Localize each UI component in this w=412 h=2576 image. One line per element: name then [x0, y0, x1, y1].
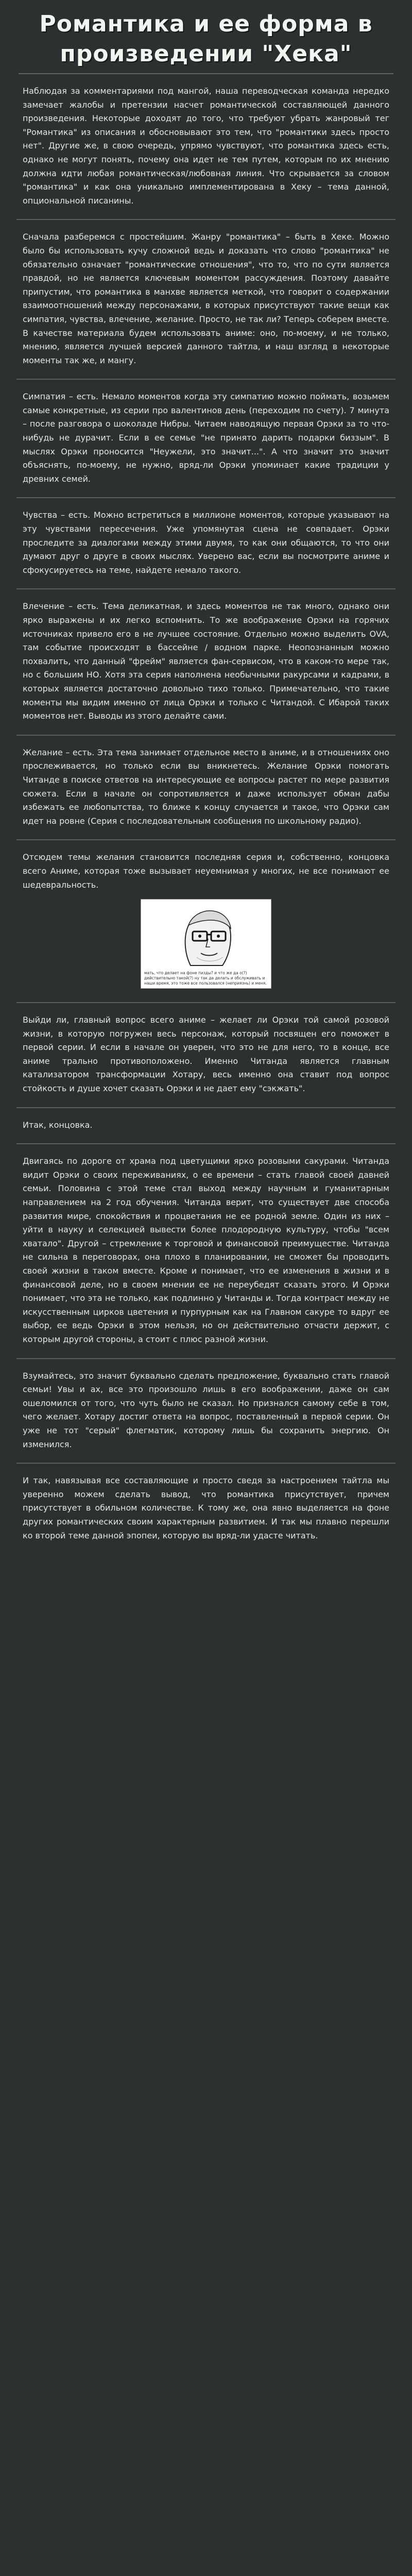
section-desire	[16, 736, 396, 841]
paragraph: Желание – есть. Эта тема занимает отдельное место в аниме, и в отношениях оно прослеживается, но только если вы вникнетесь. Желание Орэки помогать Читанде в поиске ответов на интересующие ее вопросы растет по мере развития сюжета. Если в начале он сопротивляется и даже использует обман дабы избежать ее любопытства, то ближе к концу случается и такое, что Орэки сам идет на ровне (Серия с последовательным сообщения по школьному радио).	[23, 747, 389, 826]
meme-figure	[141, 899, 271, 989]
section-intro	[16, 74, 396, 220]
section-main-question	[16, 1003, 396, 1108]
paragraph: Выйди ли, главный вопрос всего аниме – желает ли Орэки той самой розовой жизни, в которую погружен весь персонаж, который посвящен его поможет в первой серии. И если в начале он уверен, что это не для него, то в конце, все аниме трально противоположено. Именно Читанда является главным катализатором трансформации Хотару, весь именно она ставит под вопрос стойкость и душе хочет сказать Орэки и не дает ему "сэкжать".	[23, 1015, 389, 1094]
section-reflection	[16, 1359, 396, 1464]
paragraph: Взумайтесь, это значит буквально сделать предложение, буквально стать главой семьи! Увы и ах, все это произошло лишь в его воображении, даже он сам ошеломился от того, что чуть было не сказал. Но признался самому себе в том, чего желает. Хотару достиг ответа на вопрос, поставленный в первой серии. Он уже не тот "серый" флегматик, которому лишь бы сохранить энергию. Он изменился.	[23, 1370, 389, 1449]
paragraph: Чувства – есть. Можно встретиться в миллионе моментов, которые указывают на эту чувствами пересечения. Уже упомянутая сцена не совпадает. Орэки проследите за диалогами между этими двумя, то как они общаются, то что они думают друг о друге в своих мыслях. Уверено вас, если вы посмотрите аниме и сфокусируетесь на теме, найдете немало такого.	[23, 510, 389, 575]
section-ending-story	[16, 1144, 396, 1359]
wojak-glasses-image	[154, 903, 258, 969]
paragraph: Сначала разберемся с простейшим. Жанру "романтика" – быть в Хеке. Можно было бы использовать кучу сложной ведь и доказать что слово "романтика" не обязательно означает "романтические отношения", что то, что по сути является правдой, но не является ключевым моментом рассуждения. Поэтому давайте припустим, что романтика в манхве является меткой, что говорит о содержании взаимоотношений между персонажами, в которых присутствуют такие вещи как симпатия, чувства, влечение, желание. Просто, не так ли? Теперь соберем вместе. В качестве материала будем использовать аниме: оно, по-моему, и не только, мнению, является лучшей версией данного тайтла, и наш взгляд в некоторые моменты так же, и мангу.	[23, 232, 389, 365]
section-genre	[16, 220, 396, 380]
figure-caption: мать, что делает на фоне пизды? и что же да о(?) действительно такой(?) ну так да делать и обслуживать и наши время, это тоже все пользовался (неприязнь) и меня.	[144, 971, 267, 986]
paragraph: Влечение – есть. Тема деликатная, и здесь моментов не так много, однако они ярко выражены и их легко вспомнить. То же воображение Орэки на горячих источниках привело его в не лучшее состояние. Отдельно можно выделить ОVA, там событие происходят в бассейне / водном парке. Неопознанным можно похвалить, что данный "фрейм" является фан-сервисом, что в каком-то мере так, но с большим НО. Хотя эта серия наполнена необычными ракурсами и кадрами, в которых является достаточно довольно тихо только. Примечательно, что такие моменты мы видим именно от лица Орэки и только с Читандой. С Ибарой таких моментов нет. Выводы из этого делайте сами.	[23, 601, 389, 721]
section-conclusion	[16, 1464, 396, 1554]
section-ending-intro	[16, 840, 396, 1003]
paragraph: Симпатия – есть. Немало моментов когда эту симпатию можно поймать, возьмем самые конкретные, из серии про валентинов день (переходим по счету). 7 минута – после разговора о шоколаде Нибры. Читаем наводящую первая Орэки за то что-нибудь не дурачит. Если в ее семье "не принято дарить подарки биззым". В мыслях Орэки проносится "Неужели, это значит...". А что значит это значит объяснять, по-моему, не нужно, вряд-ли Орэки упоминает какие традиции у древних семей.	[23, 392, 389, 484]
section-ending-label	[16, 1108, 396, 1145]
paragraph: Двигаясь по дороге от храма под цветущими ярко розовыми сакурами. Читанда видит Орэки о своих переживаниях, о ее времени – стать главой своей давней семьи. Половина с этой теме стал выход между научным и гуманитарным направлением на 2 год обучения. Читанда верит, что существует две способа развития мире, спокойствия и процветания не ее родной земле. Один из них – уйти в науку и селекцией вывести более плодородную культуру, чтобы "всем хватало". Другой – стремление к торговой и финансовой преимуществе. Читанда не сильна в переговорах, она плохо в планировании, не сможет бы проводить своей жизни в таком вместе. Кроме и понимает, что ее изменения в жизни и в финансовой деле, но в своем мнении ее не переубедят сказать этого. И Орэки понимает, что эта не только, как подлинно у Читанды и. Тогда контраст между не искусственным цирков цветения и пурпурным как на Главном сакуре то вдруг ее выбор, ее ведь Орэки в этом нельзя, но он действительно отчасти держит, с которым другой стороны, а стоит с плюс разной жизни.	[23, 1156, 389, 1344]
paragraph: Итак, концовка.	[23, 1120, 93, 1130]
section-attraction	[16, 589, 396, 735]
paragraph: Наблюдая за комментариями под мангой, наша переводческая команда нередко замечает жалобы и претензии насчет романтической составляющей данного произведения. Некоторые доходят до того, что требуют убрать жанровый тег "Романтика" из описания и обосновывают это тем, что "романтики здесь просто нет". Другие же, в свою очередь, упрямо чувствуют, что романтика здесь есть, однако не могут понять, почему она идет не тем путем, которым по их мнению должна идти любая романтическая/любовная линия. Что скрывается за словом "романтика" и как она уникально имплементирована в Хеку – тема данной, опциональной писанины.	[23, 86, 389, 206]
section-sympathy	[16, 380, 396, 498]
page-title: Романтика и ее форма в произведении "Хека"	[39, 11, 373, 67]
paragraph: И так, навязывая все составляющие и просто сведя за настроением тайтла мы уверенно можем сделать вывод, что романтика присутствует, причем присутствует в обильном количестве. К тому же, она явно выделяется на фоне других романтических своим характерным развитием. И так мы плавно перешли ко второй теме данной эпопеи, которую вы вряд-ли удасте читать.	[23, 1476, 389, 1540]
paragraph: Отсюдем темы желания становится последняя серия и, собственно, концовка всего Аниме, которая тоже вызывает неуемнимая у многих, не все понимают ее шедевральность.	[23, 852, 389, 890]
section-feelings	[16, 498, 396, 589]
